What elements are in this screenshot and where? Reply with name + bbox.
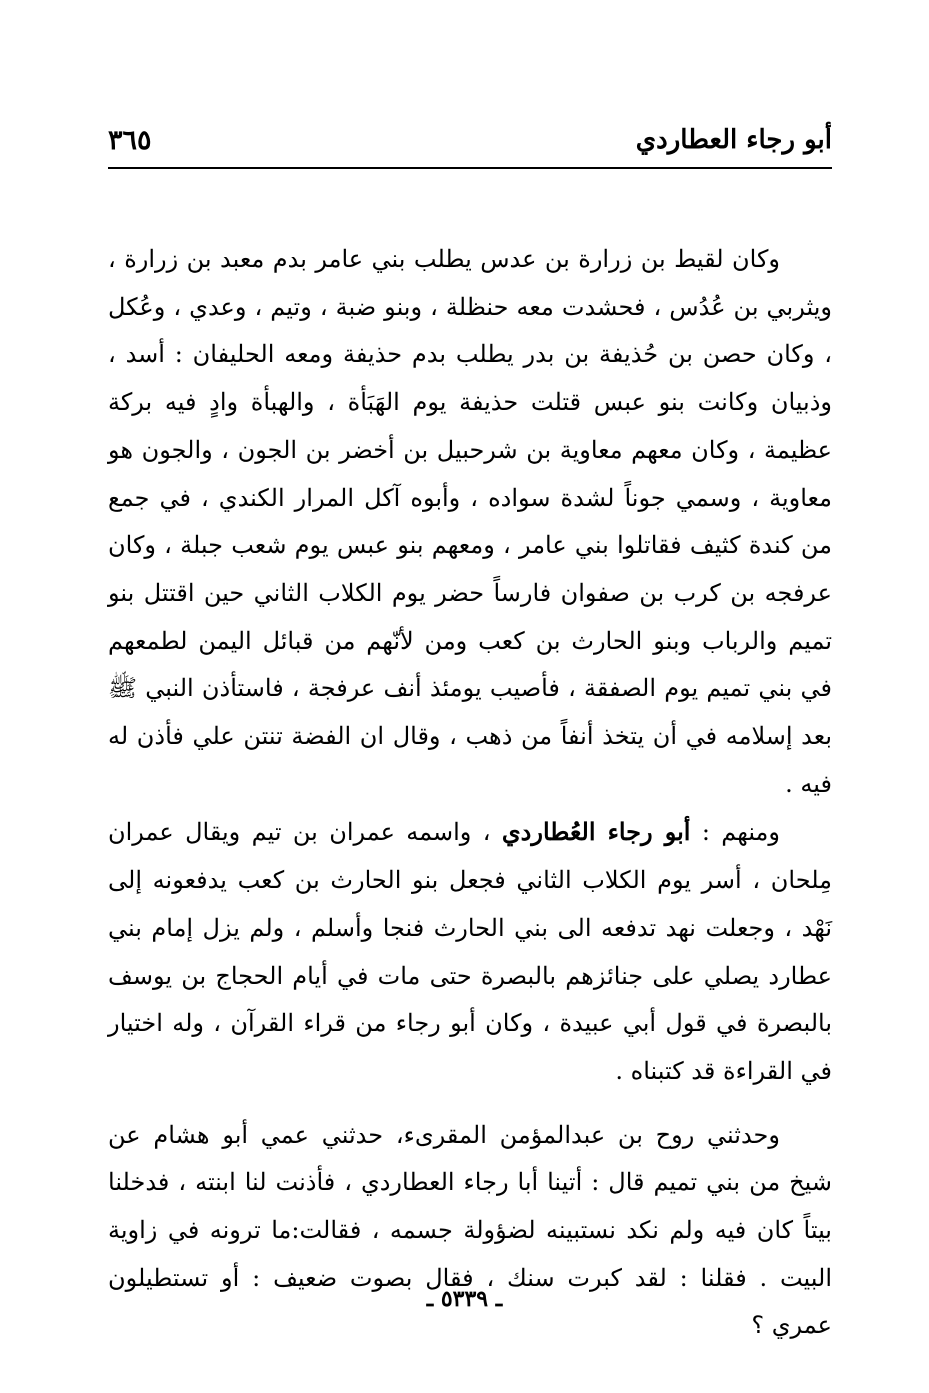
- subject-name: أبو رجاء العُطاردي: [501, 817, 691, 847]
- paragraph-1: وكان لقيط بن زرارة بن عدس يطلب بني عامر بدم معبد بن زرارة ، ويثربي بن عُدُس ، فحشدت معه حنظلة ، وبنو ضبة ، وتيم ، وعدي ، وعُكل ، وكان حصن بن حُذيفة بن بدر يطلب بدم حذيفة ومعه الحليفان : أسد ، وذبيان وكانت بنو عبس قتلت حذيفة يوم الهَبَأة ، والهبأة وادٍ فيه بركة عظيمة ، وكان معهم معاوية بن شرحبيل بن أخضر بن الجون ، والجون هو معاوية ، وسمي جوناً لشدة سواده ، وأبوه آكل المرار الكندي ، في جمع من كندة كثيف فقاتلوا بني عامر ، ومعهم بنو عبس يوم شعب جبلة ، وكان عرفجه بن كرب بن صفوان فارساً حضر يوم الكلاب الثاني حين اقتتل بنو تميم والرباب وبنو الحارث بن كعب ومن لأنّهم من قبائل اليمن لطمعهم في بني تميم يوم الصفقة ، فأصيب يومئذ أنف عرفجة ، فاستأذن النبي ﷺ بعد إسلامه في أن يتخذ أنفاً من ذهب ، وقال ان الفضة تنتن علي فأذن له فيه .: [108, 245, 832, 798]
- page-number: ٣٦٥: [108, 124, 152, 156]
- paragraph-2-lead: ومنهم :: [701, 818, 780, 847]
- page-header: [108, 112, 832, 168]
- header-rule: [108, 167, 832, 169]
- running-title: أبو رجاء العطاردي: [635, 125, 832, 155]
- page-footer: [0, 1286, 929, 1312]
- body-text: [108, 236, 832, 1350]
- page-marker: ـ ٥٣٣٩ ـ: [426, 1286, 503, 1312]
- paragraph-2-text: ، واسمه عمران بن تيم ويقال عمران مِلحان ، أسر يوم الكلاب الثاني فجعل بنو الحارث بن كعب يدفعونه إلى نَهْد ، وجعلت نهد تدفعه الى بني الحارث فنجا وأسلم ، ولم يزل إمام بني عطارد يصلي على جنائزهم بالبصرة حتى مات في أيام الحجاج بن يوسف بالبصرة في قول أبي عبيدة ، وكان أبو رجاء من قراء القرآن ، وله اختيار في القراءة قد كتبناه .: [108, 818, 832, 1085]
- paragraph-2: [108, 808, 832, 1095]
- paragraph-3: وحدثني روح بن عبدالمؤمن المقرىء، حدثني عمي أبو هشام عن شيخ من بني تميم قال : أتينا أبا رجاء العطاردي ، فأذنت لنا ابنته ، فدخلنا بيتاً كان فيه ولم نكد نستبينه لضؤولة جسمه ، فقالت:ما ترونه في زاوية البيت . فقلنا : لقد كبرت سنك ، فقال بصوت ضعيف : أو تستطيلون عمري ؟: [108, 1120, 832, 1340]
